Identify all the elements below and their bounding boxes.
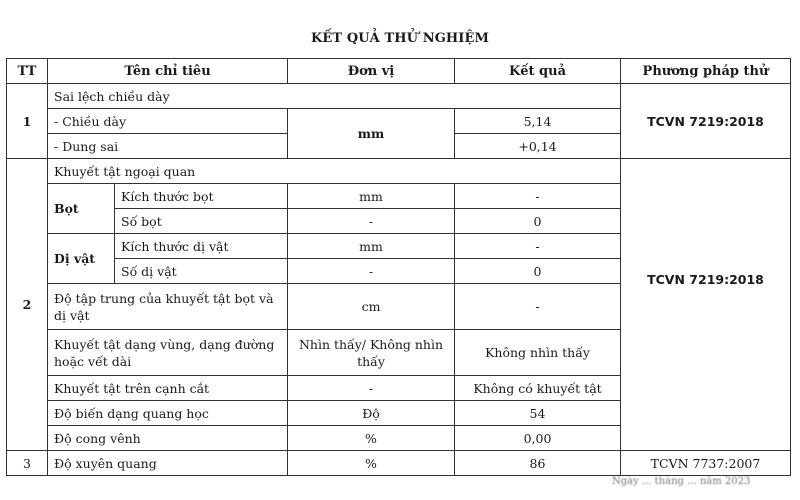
table-row: [7, 159, 791, 184]
header-unit: Đơn vị: [288, 59, 455, 84]
criterion-name: Độ tập trung của khuyết tật bọt và dị vật: [48, 284, 288, 330]
criterion-name: Số dị vật: [115, 259, 288, 284]
criterion-name: Độ xuyên quang: [48, 451, 288, 476]
unit-value: Độ: [288, 401, 455, 426]
test-results-table: [6, 58, 791, 476]
criterion-name: Độ cong vênh: [48, 426, 288, 451]
row-number: 1: [7, 84, 48, 159]
result-value: 0,00: [455, 426, 621, 451]
subgroup-label: Bọt: [48, 184, 115, 234]
unit-value: -: [288, 259, 455, 284]
header-result: Kết quả: [455, 59, 621, 84]
result-value: Không nhìn thấy: [455, 330, 621, 376]
unit-value: Nhìn thấy/ Không nhìn thấy: [288, 330, 455, 376]
row-number: 2: [7, 159, 48, 451]
criterion-name: Khuyết tật trên cạnh cắt: [48, 376, 288, 401]
criterion-name: Độ biến dạng quang học: [48, 401, 288, 426]
unit-value: %: [288, 426, 455, 451]
criterion-name: Số bọt: [115, 209, 288, 234]
criterion-name: - Chiều dày: [48, 109, 288, 134]
result-value: 5,14: [455, 109, 621, 134]
unit-value: mm: [288, 109, 455, 159]
criterion-name: Kích thước bọt: [115, 184, 288, 209]
test-method: TCVN 7737:2007: [621, 451, 791, 476]
test-method: TCVN 7219:2018: [621, 159, 791, 451]
result-value: Không có khuyết tật: [455, 376, 621, 401]
unit-value: mm: [288, 184, 455, 209]
test-method: TCVN 7219:2018: [621, 84, 791, 159]
unit-value: -: [288, 209, 455, 234]
group-label: Khuyết tật ngoại quan: [48, 159, 621, 184]
table-row: [7, 84, 791, 109]
table-header-row: [7, 59, 791, 84]
result-value: -: [455, 234, 621, 259]
result-value: 0: [455, 209, 621, 234]
criterion-name: Kích thước dị vật: [115, 234, 288, 259]
result-value: 0: [455, 259, 621, 284]
date-line-partial: Ngày ... tháng ... năm 2023: [612, 476, 751, 487]
header-tt: TT: [7, 59, 48, 84]
row-number: 3: [7, 451, 48, 476]
header-method: Phương pháp thử: [621, 59, 791, 84]
result-value: -: [455, 184, 621, 209]
unit-value: -: [288, 376, 455, 401]
unit-value: mm: [288, 234, 455, 259]
unit-value: cm: [288, 284, 455, 330]
subgroup-label: Dị vật: [48, 234, 115, 284]
unit-value: %: [288, 451, 455, 476]
result-value: 54: [455, 401, 621, 426]
criterion-name: - Dung sai: [48, 134, 288, 159]
result-value: 86: [455, 451, 621, 476]
table-row: [7, 451, 791, 476]
header-criterion: Tên chỉ tiêu: [48, 59, 288, 84]
result-value: +0,14: [455, 134, 621, 159]
group-label: Sai lệch chiều dày: [48, 84, 621, 109]
criterion-name: Khuyết tật dạng vùng, dạng đường hoặc vết dài: [48, 330, 288, 376]
result-value: -: [455, 284, 621, 330]
page-title: KẾT QUẢ THỬ NGHIỆM: [311, 31, 489, 46]
